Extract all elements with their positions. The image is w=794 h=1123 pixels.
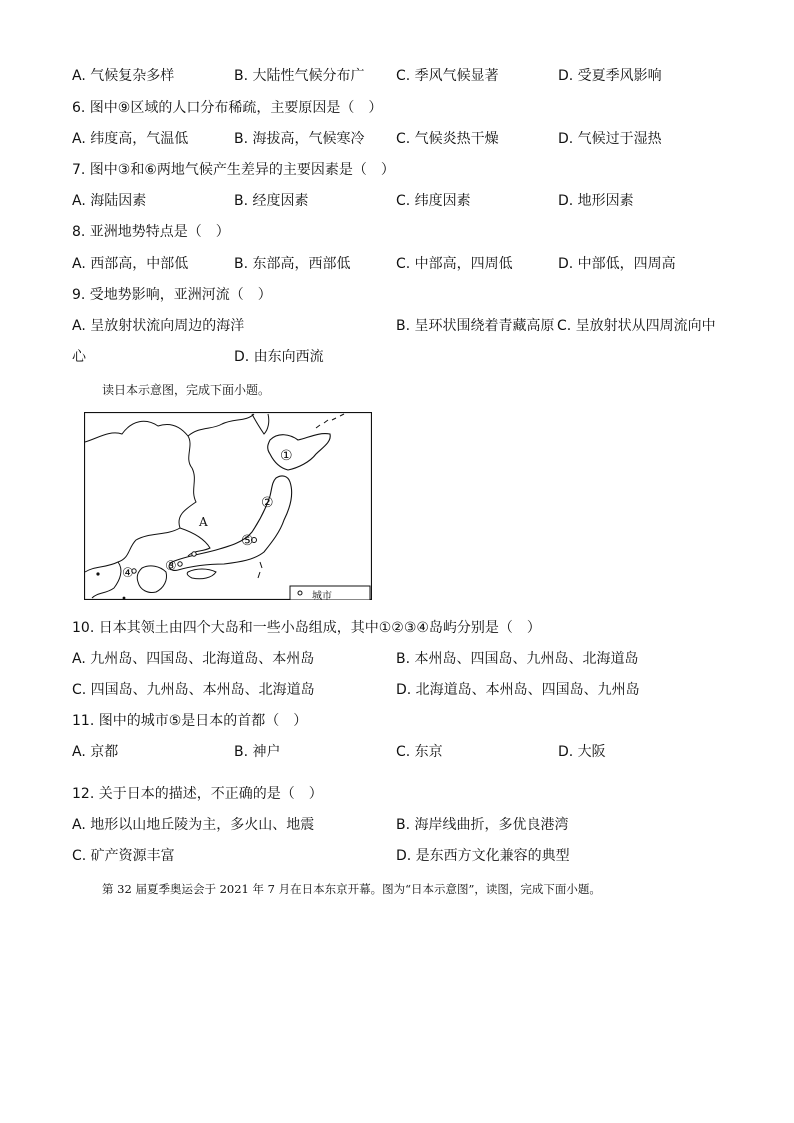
- q9-stem: 9. 受地势影响，亚洲河流（ ）: [72, 287, 272, 303]
- q8-option-d: D. 中部低，四周高: [558, 256, 676, 272]
- q5-option-d: D. 受夏季风影响: [558, 68, 662, 84]
- q5-option-c: C. 季风气候显著: [396, 68, 499, 84]
- q6-option-a: A. 纬度高，气温低: [72, 131, 189, 147]
- section-intro-olympics: 第 32 届夏季奥运会于 2021 年 7 月在日本东京开幕。图为“日本示意图”，读图，完成下面小题。: [102, 882, 601, 896]
- q10-stem: 10. 日本其领土由四个大岛和一些小岛组成，其中①②③④岛屿分别是（ ）: [72, 620, 541, 636]
- q5-option-a: A. 气候复杂多样: [72, 68, 175, 84]
- q6-option-d: D. 气候过于湿热: [558, 131, 662, 147]
- q9-option-a: A. 呈放射状流向周边的海洋: [72, 318, 245, 334]
- map-label-1: ①: [280, 448, 293, 464]
- q6-stem: 6. 图中⑨区域的人口分布稀疏，主要原因是（ ）: [72, 100, 383, 116]
- q6-option-c: C. 气候炎热干燥: [396, 131, 499, 147]
- q12-option-b: B. 海岸线曲折，多优良港湾: [396, 817, 569, 833]
- q7-option-b: B. 经度因素: [234, 193, 309, 209]
- q12-option-d: D. 是东西方文化兼容的典型: [396, 848, 570, 864]
- q11-option-c: C. 东京: [396, 744, 443, 760]
- map-label-a: A: [199, 515, 208, 529]
- q12-option-a: A. 地形以山地丘陵为主，多火山、地震: [72, 817, 315, 833]
- q8-stem: 8. 亚洲地势特点是（ ）: [72, 224, 230, 240]
- q9-option-b: B. 呈环状围绕着青藏高原: [396, 318, 555, 334]
- map-label-4: ④: [122, 566, 134, 581]
- q11-option-a: A. 京都: [72, 744, 119, 760]
- q7-stem: 7. 图中③和⑥两地气候产生差异的主要因素是（ ）: [72, 162, 395, 178]
- q11-stem: 11. 图中的城市⑤是日本的首都（ ）: [72, 713, 308, 729]
- q10-option-b: B. 本州岛、四国岛、九州岛、北海道岛: [396, 651, 639, 667]
- q8-option-a: A. 西部高，中部低: [72, 256, 189, 272]
- q10-option-c: C. 四国岛、九州岛、本州岛、北海道岛: [72, 682, 315, 698]
- map-label-2: ②: [261, 495, 274, 511]
- section-intro-japan-map: 读日本示意图，完成下面小题。: [102, 383, 271, 397]
- q9-option-c-continued: 心: [72, 349, 86, 365]
- q5-option-b: B. 大陆性气候分布广: [234, 68, 365, 84]
- map-legend-city: 城市: [312, 591, 332, 602]
- map-label-5: ⑤: [241, 533, 254, 549]
- japan-map: [84, 412, 372, 600]
- q6-option-b: B. 海拔高，气候寒冷: [234, 131, 365, 147]
- q7-option-d: D. 地形因素: [558, 193, 634, 209]
- q8-option-b: B. 东部高，西部低: [234, 256, 351, 272]
- q12-option-c: C. 矿产资源丰富: [72, 848, 175, 864]
- q10-option-a: A. 九州岛、四国岛、北海道岛、本州岛: [72, 651, 315, 667]
- q10-option-d: D. 北海道岛、本州岛、四国岛、九州岛: [396, 682, 640, 698]
- q8-option-c: C. 中部高，四周低: [396, 256, 513, 272]
- q7-option-c: C. 纬度因素: [396, 193, 471, 209]
- q7-option-a: A. 海陆因素: [72, 193, 147, 209]
- q9-option-d: D. 由东向西流: [234, 349, 324, 365]
- q11-option-d: D. 大阪: [558, 744, 606, 760]
- q12-stem: 12. 关于日本的描述，不正确的是（ ）: [72, 786, 323, 802]
- map-label-3: ③: [165, 559, 177, 574]
- q9-option-c: C. 呈放射状从四周流向中: [557, 318, 716, 334]
- q11-option-b: B. 神户: [234, 744, 281, 760]
